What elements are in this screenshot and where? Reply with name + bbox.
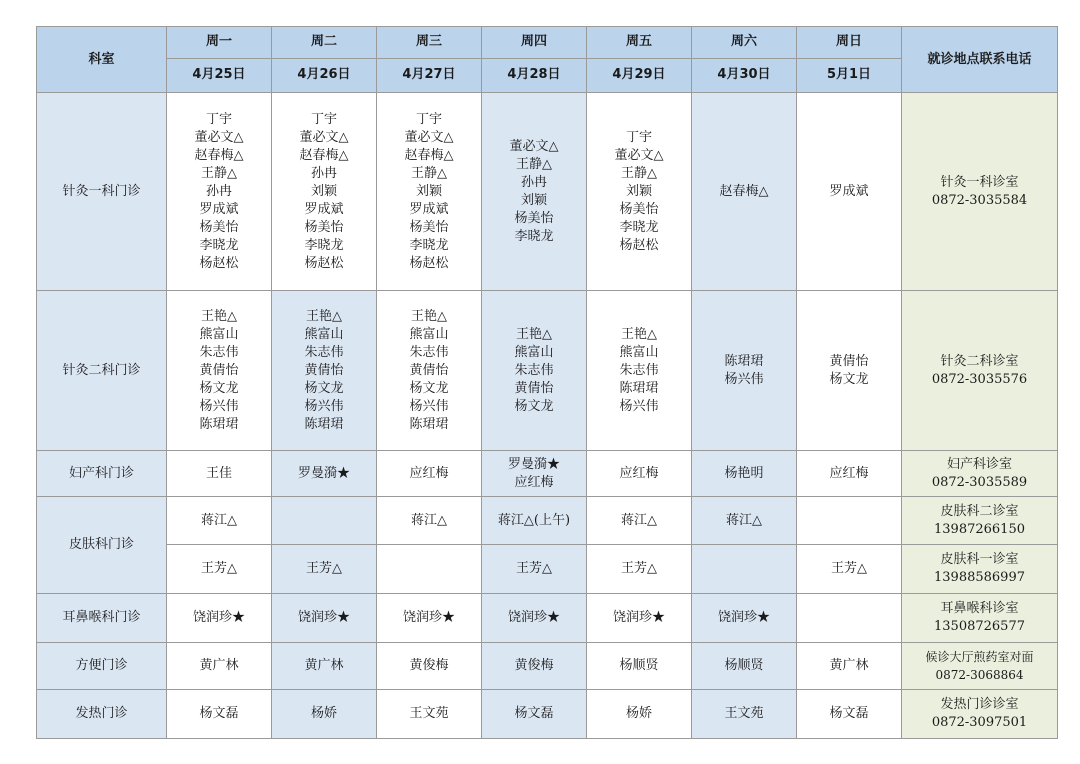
- schedule-cell: 应红梅: [797, 451, 902, 497]
- schedule-cell: 丁宇 董必文△ 王静△ 刘颖 杨美怡 李晓龙 杨赵松: [587, 93, 692, 291]
- contact-cell: 妇产科诊室 0872-3035589: [902, 451, 1058, 497]
- contact-cell: 发热门诊诊室 0872-3097501: [902, 689, 1058, 738]
- date-header: 4月29日: [587, 58, 692, 93]
- schedule-cell: 蒋江△: [377, 497, 482, 545]
- schedule-cell: 董必文△ 王静△ 孙冉 刘颖 杨美怡 李晓龙: [482, 93, 587, 291]
- schedule-cell: 蒋江△: [587, 497, 692, 545]
- schedule-cell: 王佳: [167, 451, 272, 497]
- schedule-table: [36, 26, 1058, 739]
- schedule-cell: 王芳△: [167, 545, 272, 594]
- schedule-cell: 黄广林: [797, 643, 902, 690]
- schedule-cell: 黄倩怡 杨文龙: [797, 291, 902, 451]
- schedule-cell: 王艳△ 熊富山 朱志伟 陈珺珺 杨兴伟: [587, 291, 692, 451]
- schedule-cell: 蒋江△: [692, 497, 797, 545]
- schedule-cell: 应红梅: [587, 451, 692, 497]
- schedule-cell: [797, 497, 902, 545]
- schedule-cell: 王艳△ 熊富山 朱志伟 黄倩怡 杨文龙 杨兴伟 陈珺珺: [377, 291, 482, 451]
- contact-cell: 候诊大厅煎药室对面 0872-3068864: [902, 643, 1058, 690]
- schedule-cell: 黄俊梅: [377, 643, 482, 690]
- schedule-cell: 王艳△ 熊富山 朱志伟 黄倩怡 杨文龙: [482, 291, 587, 451]
- schedule-cell: 饶润珍★: [587, 594, 692, 643]
- dept-name: 针灸二科门诊: [37, 291, 167, 451]
- schedule-cell: 罗成斌: [797, 93, 902, 291]
- schedule-cell: 赵春梅△: [692, 93, 797, 291]
- schedule-cell: 饶润珍★: [272, 594, 377, 643]
- schedule-cell: 饶润珍★: [377, 594, 482, 643]
- date-header: 4月25日: [167, 58, 272, 93]
- schedule-cell: 陈珺珺 杨兴伟: [692, 291, 797, 451]
- dept-name: 针灸一科门诊: [37, 93, 167, 291]
- schedule-cell: 丁宇 董必文△ 赵春梅△ 孙冉 刘颖 罗成斌 杨美怡 李晓龙 杨赵松: [272, 93, 377, 291]
- contact-cell: 针灸二科诊室 0872-3035576: [902, 291, 1058, 451]
- schedule-cell: 王芳△: [587, 545, 692, 594]
- schedule-cell: 杨娇: [587, 689, 692, 738]
- day-header: 周六: [692, 27, 797, 59]
- schedule-cell: 王文苑: [692, 689, 797, 738]
- schedule-cell: 王艳△ 熊富山 朱志伟 黄倩怡 杨文龙 杨兴伟 陈珺珺: [272, 291, 377, 451]
- contact-cell: 皮肤科一诊室 13988586997: [902, 545, 1058, 594]
- schedule-cell: 黄广林: [167, 643, 272, 690]
- schedule-cell: [377, 545, 482, 594]
- schedule-cell: 黄俊梅: [482, 643, 587, 690]
- dept-header: 科室: [37, 27, 167, 93]
- schedule-cell: 饶润珍★: [167, 594, 272, 643]
- schedule-cell: 饶润珍★: [482, 594, 587, 643]
- day-header: 周日: [797, 27, 902, 59]
- dept-name: 皮肤科门诊: [37, 497, 167, 594]
- schedule-cell: 王芳△: [797, 545, 902, 594]
- schedule-cell: 杨文磊: [797, 689, 902, 738]
- contact-cell: 耳鼻喉科诊室 13508726577: [902, 594, 1058, 643]
- contact-header: 就诊地点联系电话: [902, 27, 1058, 93]
- day-header: 周五: [587, 27, 692, 59]
- date-header: 4月26日: [272, 58, 377, 93]
- schedule-cell: 罗曼漪★: [272, 451, 377, 497]
- schedule-cell: [797, 594, 902, 643]
- day-header: 周四: [482, 27, 587, 59]
- date-header: 5月1日: [797, 58, 902, 93]
- dept-name: 耳鼻喉科门诊: [37, 594, 167, 643]
- schedule-cell: 蒋江△: [167, 497, 272, 545]
- schedule-cell: 黄广林: [272, 643, 377, 690]
- schedule-cell: 丁宇 董必文△ 赵春梅△ 王静△ 刘颖 罗成斌 杨美怡 李晓龙 杨赵松: [377, 93, 482, 291]
- schedule-cell: [272, 497, 377, 545]
- schedule-cell: 王芳△: [272, 545, 377, 594]
- schedule-cell: 王艳△ 熊富山 朱志伟 黄倩怡 杨文龙 杨兴伟 陈珺珺: [167, 291, 272, 451]
- schedule-cell: 杨文磊: [167, 689, 272, 738]
- day-header: 周一: [167, 27, 272, 59]
- day-header: 周三: [377, 27, 482, 59]
- dept-name: 发热门诊: [37, 689, 167, 738]
- schedule-cell: 蒋江△(上午): [482, 497, 587, 545]
- schedule-cell: 杨顺贤: [587, 643, 692, 690]
- dept-name: 方便门诊: [37, 643, 167, 690]
- schedule-cell: 应红梅: [377, 451, 482, 497]
- schedule-cell: 丁宇 董必文△ 赵春梅△ 王静△ 孙冉 罗成斌 杨美怡 李晓龙 杨赵松: [167, 93, 272, 291]
- date-header: 4月28日: [482, 58, 587, 93]
- dept-name: 妇产科门诊: [37, 451, 167, 497]
- schedule-cell: 杨文磊: [482, 689, 587, 738]
- schedule-cell: 王文苑: [377, 689, 482, 738]
- contact-cell: 针灸一科诊室 0872-3035584: [902, 93, 1058, 291]
- schedule-cell: 杨娇: [272, 689, 377, 738]
- day-header: 周二: [272, 27, 377, 59]
- schedule-cell: 罗曼漪★ 应红梅: [482, 451, 587, 497]
- schedule-cell: 王芳△: [482, 545, 587, 594]
- date-header: 4月27日: [377, 58, 482, 93]
- schedule-cell: 杨艳明: [692, 451, 797, 497]
- contact-cell: 皮肤科二诊室 13987266150: [902, 497, 1058, 545]
- schedule-cell: 饶润珍★: [692, 594, 797, 643]
- schedule-cell: 杨顺贤: [692, 643, 797, 690]
- date-header: 4月30日: [692, 58, 797, 93]
- schedule-cell: [692, 545, 797, 594]
